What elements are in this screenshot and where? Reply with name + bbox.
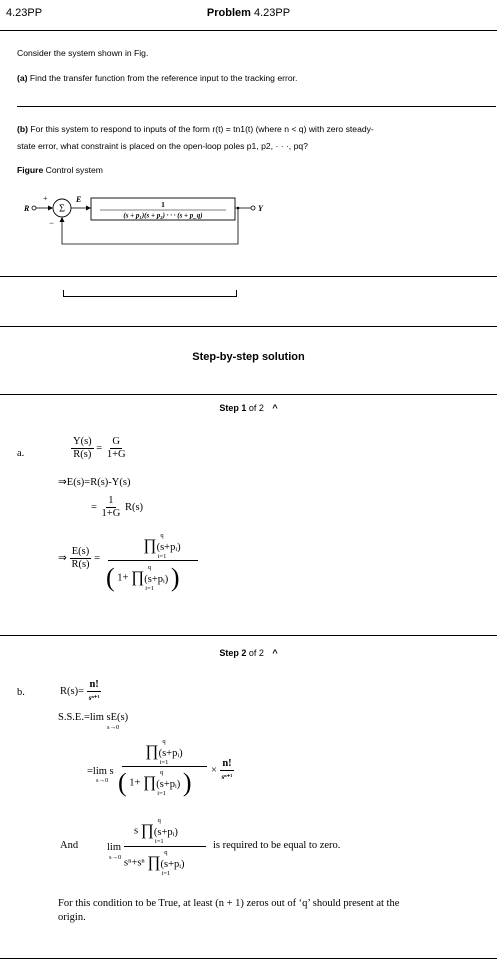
product-symbol: ∏ — [131, 569, 145, 586]
lim-numerator — [133, 738, 195, 766]
tail-den: sⁿ⁺¹ — [221, 773, 233, 781]
r-lhs: R(s)= — [60, 685, 85, 697]
prod-top: q — [160, 532, 164, 539]
cond-den-pre: sⁿ+sⁿ — [124, 857, 145, 869]
prod-bot: i=1 — [161, 870, 171, 877]
cond-denominator — [124, 849, 184, 877]
prod-top: q — [148, 564, 152, 571]
step2-label: b. — [17, 687, 25, 698]
eq3-tail: R(s) — [124, 501, 144, 513]
title-bold: Problem — [206, 7, 251, 19]
cond-num-pre: s — [134, 825, 139, 837]
sse-line: S.S.E.=lim sE(s) — [58, 712, 129, 723]
prod-term: (s+pᵢ) — [153, 827, 178, 838]
eq4-lhs: ⇒ $\frac{E(s)}{R(s)}$ = — [58, 546, 101, 570]
eq1-rnum: G — [112, 436, 121, 447]
eq4-num: E(s) — [71, 546, 90, 557]
output-label: Y — [258, 204, 263, 213]
lim-sub: s→0 — [109, 854, 122, 861]
plus-sign: + — [43, 194, 48, 203]
error-label: E — [76, 195, 82, 204]
eq1: $\frac{Y(s)}{R(s)}$ = $\frac{G}{1+G}$ — [73, 436, 126, 460]
prod-bot: i=1 — [157, 553, 167, 560]
required-text: is required to be equal to zero. — [213, 840, 341, 851]
tail-num: n! — [222, 758, 232, 769]
prod-term: (s+pᵢ) — [144, 574, 169, 585]
prod-bot: i=1 — [157, 790, 167, 797]
problem-id: 4.23PP — [6, 7, 43, 19]
step1-header[interactable] — [0, 403, 497, 413]
prod-top: q — [160, 769, 164, 776]
title-number: 4.23PP — [253, 7, 291, 19]
fraction-bar — [124, 846, 206, 847]
r-den: sⁿ⁺¹ — [88, 694, 100, 702]
step1-head-rest: of 2 — [248, 403, 264, 413]
step1-head-bold: Step 1 — [219, 403, 247, 413]
step2-head-rest: of 2 — [248, 648, 264, 658]
conclusion-line2: origin. — [58, 912, 86, 923]
eq2: ⇒E(s)=R(s)-Y(s) — [58, 477, 131, 488]
prod-bot: i=1 — [159, 759, 169, 766]
eq3: = $\frac{1}{1+G}$ R(s) — [91, 495, 144, 519]
step2-head-bold: Step 2 — [219, 648, 247, 658]
product-symbol: ∏ — [143, 537, 157, 554]
figure-caption — [17, 162, 103, 179]
part-a-text: Find the transfer function from the reference input to the tracking error. — [29, 73, 298, 83]
input-node — [32, 206, 36, 210]
cond-numerator — [134, 817, 178, 845]
sum-symbol: Σ — [59, 203, 65, 215]
divider — [0, 326, 497, 327]
step2-header[interactable] — [0, 648, 497, 658]
times-tail — [211, 758, 235, 783]
eq1-num: Y(s) — [73, 436, 92, 447]
times-sign: × — [211, 764, 217, 776]
chevron-up-icon[interactable]: ^ — [272, 648, 278, 658]
prod-top: q — [162, 738, 166, 745]
lim-denominator: ( 1+ q ∏(s+pᵢ) i=1 ) — [118, 768, 192, 797]
divider — [0, 276, 497, 277]
problem-intro: Consider the system shown in Fig. — [17, 48, 149, 58]
part-b-line2: state error, what constraint is placed on the open-loop poles p1, p2, · · ·, pq? — [17, 141, 308, 151]
blank-bracket — [63, 290, 237, 297]
prod-term: (s+pᵢ) — [158, 748, 183, 759]
prod-bot: i=1 — [154, 838, 164, 845]
eq1-den: R(s) — [73, 449, 92, 460]
part-b-label: (b) — [17, 124, 28, 134]
conclusion-line1: For this condition to be True, at least (n + 1) zeros out of ‘q’ should present at the — [58, 898, 400, 909]
cond-lim: lim — [107, 842, 122, 853]
eq3-num: 1 — [108, 495, 114, 506]
and-word: And — [60, 840, 79, 851]
divider — [0, 635, 497, 636]
fraction-bar — [108, 560, 198, 561]
tf-numerator: 1 — [161, 200, 165, 209]
product-symbol: ∏ — [140, 822, 154, 839]
divider — [17, 106, 496, 107]
eq1-rden: 1+G — [106, 449, 126, 460]
tf-denominator: (s + p₁)(s + p₂) · · · (s + p_q) — [123, 211, 203, 220]
eq4-den: R(s) — [71, 559, 90, 570]
product-symbol: ∏ — [147, 854, 161, 871]
lim-sub: s→0 — [107, 724, 120, 731]
lim-expr: =lim s — [87, 766, 114, 777]
eq3-den: 1+G — [101, 508, 121, 519]
one-plus: 1+ — [129, 777, 141, 789]
lim-sub: s→0 — [96, 777, 109, 784]
minus-sign: − — [49, 218, 55, 228]
prod-bot: i=1 — [145, 585, 155, 592]
step1-label: a. — [17, 448, 25, 459]
part-a — [17, 70, 297, 87]
prod-top: q — [157, 817, 161, 824]
part-b-line1 — [17, 121, 374, 138]
prod-term: (s+pᵢ) — [156, 779, 181, 790]
product-symbol: ∏ — [145, 743, 159, 760]
part-a-label: (a) — [17, 73, 28, 83]
one-plus: 1+ — [117, 572, 129, 584]
chevron-up-icon[interactable]: ^ — [272, 403, 278, 413]
r-num: n! — [89, 679, 99, 690]
divider — [0, 30, 497, 31]
divider — [0, 394, 497, 395]
block-diagram — [20, 186, 280, 252]
figure-caption-text: Control system — [45, 165, 103, 175]
divider — [0, 958, 497, 959]
part-b-text-1: For this system to respond to inputs of the form r(t) = tn1(t) (where n < q) with zero steady- — [30, 124, 374, 134]
eq4-denominator: ( 1+ q ∏(s+pᵢ) i=1 ) — [106, 563, 180, 592]
eq4-numerator — [131, 532, 193, 560]
diagram-input-label: R — [24, 204, 30, 213]
prod-term: (s+pᵢ) — [156, 542, 181, 553]
output-node — [251, 206, 255, 210]
prod-top: q — [164, 849, 168, 856]
product-symbol: ∏ — [143, 774, 157, 791]
figure-label: Figure — [17, 165, 44, 175]
fraction-bar — [122, 766, 207, 767]
prod-term: (s+pᵢ) — [160, 859, 185, 870]
eq-r — [60, 679, 102, 704]
page-title — [0, 7, 497, 19]
solution-title: Step-by-step solution — [192, 351, 305, 363]
